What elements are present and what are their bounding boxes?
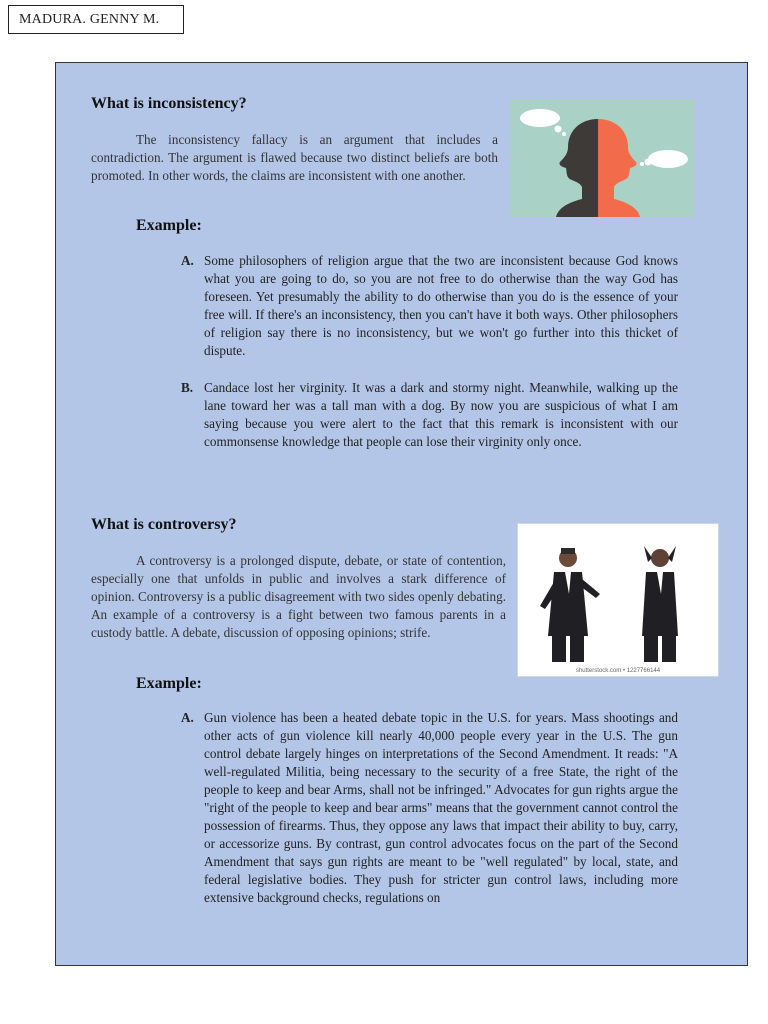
- example-text: Gun violence has been a heated debate topic in the U.S. for years. Mass shootings and other acts of gun violence kill nearly 40,000 people every year in the U.S. The gun control debate largely hinges on interpretations of the Second Amendment. It reads: "A well-regulated Militia, being necessary to the security of a free State, the right of the people to keep and bear Arms, shall not be infringed." Advocates for gun rights argue the "right of the people to keep and bear arms" means that the government cannot control the possession of firearms. Thus, they oppose any laws that impact their ability to buy, carry, or accessorize guns. By contrast, gun control advocates focus on the part of the Second Amendment that says gun rights are meant to be "well regulated" by local, state, and federal legislative bodies. They push for stricter gun control laws, including more extensive background checks, regulations on: [204, 710, 678, 905]
- inconsistency-image: [510, 99, 694, 217]
- example-marker: B.: [181, 380, 194, 395]
- inconsistency-example-heading: Example:: [136, 217, 202, 234]
- controversy-example-heading: Example:: [136, 675, 202, 692]
- inconsistency-example-b: [181, 379, 678, 451]
- content-panel: [55, 62, 748, 966]
- inconsistency-definition: The inconsistency fallacy is an argument that includes a contradiction. The argument is flawed because two distinct beliefs are both promoted. In other words, the claims are inconsistent with one another.: [91, 132, 498, 183]
- author-name-box: [8, 5, 184, 34]
- controversy-example-a: [181, 709, 678, 907]
- controversy-definition: A controversy is a prolonged dispute, debate, or state of contention, especially one that unfolds in public and involves a stark difference of opinion. Controversy is a public disagreement with two sides openly debating. An example of a controversy is a fight between two famous parents in a custody battle. A debate, discussion of opposing opinions; strife.: [91, 553, 506, 640]
- example-marker: A.: [181, 253, 194, 268]
- example-marker: A.: [181, 710, 194, 725]
- inconsistency-heading: What is inconsistency?: [91, 95, 247, 112]
- author-name: MADURA. GENNY M.: [19, 12, 160, 27]
- controversy-image: [517, 523, 719, 677]
- example-text: Some philosophers of religion argue that the two are inconsistent because God knows what you are going to do, so you are not free to do otherwise than the way God has foreseen. Yet presumably the ability to do otherwise than you do is the essence of your free will. If there's an inconsistency, then you can't have it both ways. Other philosophers of religion say there is no inconsistency, but we won't go further into this thicket of dispute.: [204, 253, 678, 358]
- two-heads-illustration-icon: [510, 99, 694, 217]
- inconsistency-example-a: [181, 252, 678, 360]
- example-text: Candace lost her virginity. It was a dark and stormy night. Meanwhile, walking up the lane toward her was a tall man with a dog. By now you are suspicious of what I am saying because you were alert to the fact that this remark is inconsistent with our commonsense knowledge that people can lose their virginity only once.: [204, 380, 678, 449]
- controversy-heading: What is controversy?: [91, 516, 237, 533]
- arguing-businessmen-icon: [518, 524, 718, 664]
- image-watermark: shutterstock.com • 1227766144: [575, 668, 661, 674]
